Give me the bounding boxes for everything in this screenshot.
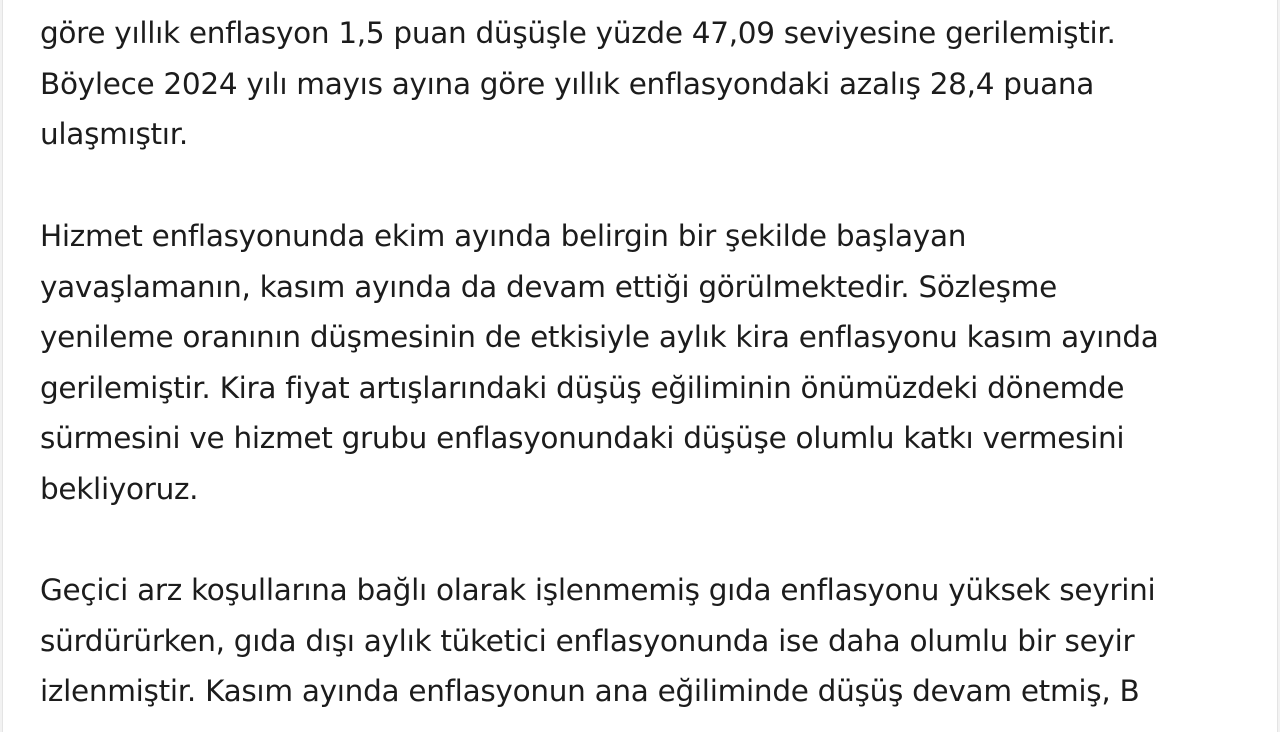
text-line: Hizmet enflasyonunda ekim ayında belirgin bir şekilde başlayan	[40, 219, 967, 253]
paragraph	[40, 565, 1155, 717]
paragraph	[40, 8, 1116, 160]
text-line: Geçici arz koşullarına bağlı olarak işlenmemiş gıda enflasyonu yüksek seyrini	[40, 573, 1156, 607]
text-line: yavaşlamanın, kasım ayında da devam ettiği görülmektedir. Sözleşme	[40, 269, 1057, 304]
post-card	[2, 0, 1278, 732]
text-line: ulaşmıştır.	[40, 117, 188, 151]
text-line: Böylece 2024 yılı mayıs ayına göre yıllık enflasyondaki azalış 28,4 puana	[40, 66, 1095, 101]
text-line: göre yıllık enflasyon 1,5 puan düşüşle yüzde 47,09 seviyesine gerilemiştir.	[40, 16, 1116, 50]
text-line: izlenmiştir. Kasım ayında enflasyonun ana eğiliminde düşüş devam etmiş, B	[40, 674, 1140, 708]
text-line: yenileme oranının düşmesinin de etkisiyle aylık kira enflasyonu kasım ayında	[40, 320, 1159, 354]
paragraph	[40, 211, 1159, 514]
text-line: sürmesini ve hizmet grubu enflasyonundaki düşüşe olumlu katkı vermesini	[40, 421, 1125, 455]
text-line: sürdürürken, gıda dışı aylık tüketici enflasyonunda ise daha olumlu bir seyir	[40, 623, 1135, 658]
text-line: gerilemiştir. Kira fiyat artışlarındaki düşüş eğiliminin önümüzdeki dönemde	[40, 370, 1125, 405]
text-line: bekliyoruz.	[40, 471, 199, 506]
